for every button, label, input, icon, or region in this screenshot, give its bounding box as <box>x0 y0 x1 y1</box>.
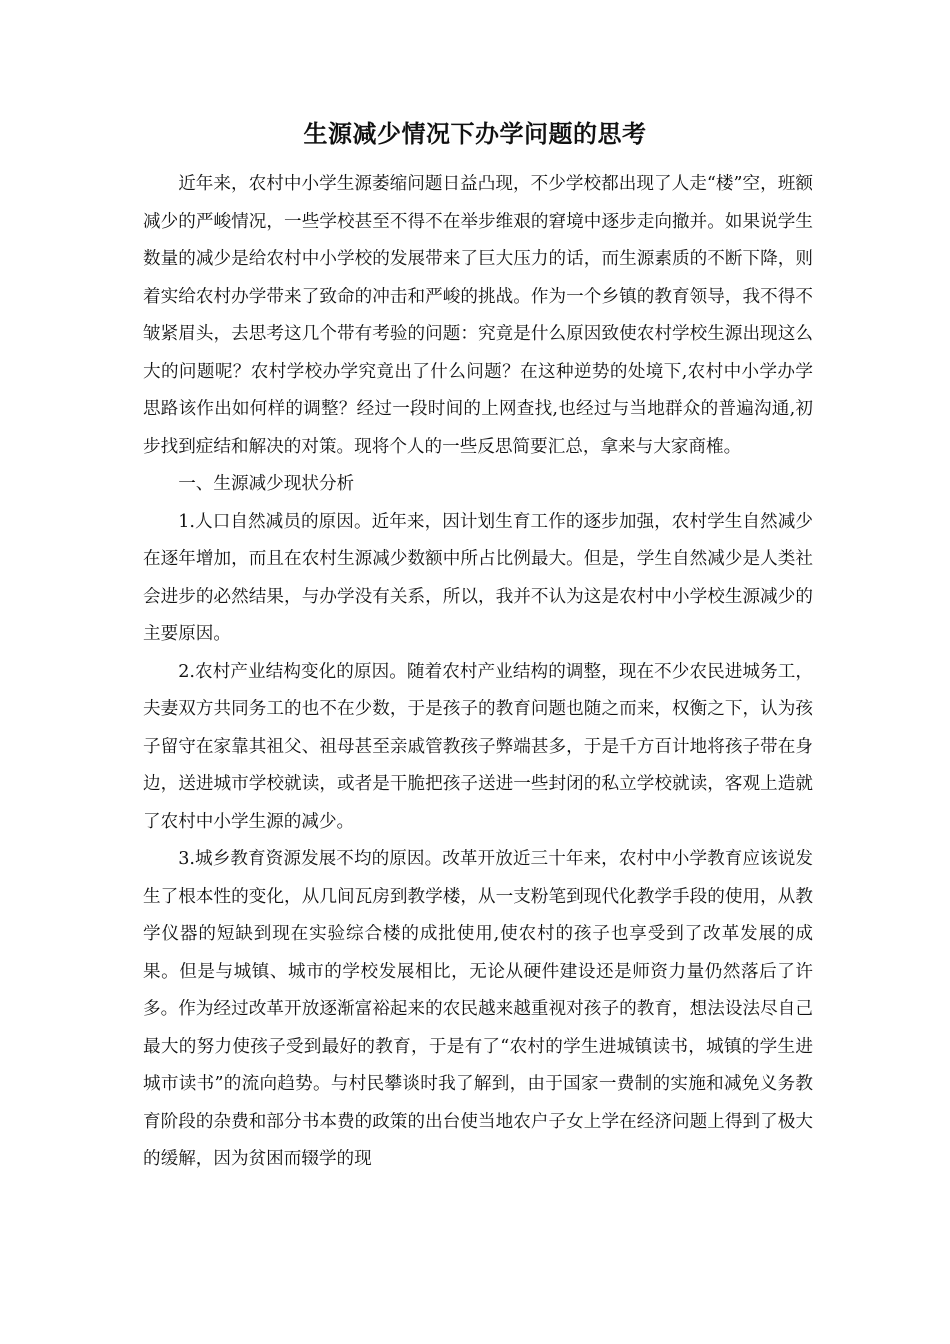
document-body <box>143 166 813 1179</box>
document-title: 生源减少情况下办学问题的思考 <box>303 120 647 148</box>
paragraph-point-2: 2.农村产业结构变化的原因。随着农村产业结构的调整，现在不少农民进城务工，夫妻双方共同务工的也不在少数，于是孩子的教育问题也随之而来，权衡之下，认为孩子留守在家靠其祖父、祖母甚至亲戚管教孩子弊端甚多，于是千方百计地将孩子带在身边，送进城市学校就读，或者是干脆把孩子送进一些封闭的私立学校就读，客观上造就了农村中小学生源的减少。 <box>143 661 813 832</box>
section-heading: 一、生源减少现状分析 <box>178 474 355 494</box>
paragraph-point-3: 3.城乡教育资源发展不均的原因。改革开放近三十年来，农村中小学教育应该说发生了根本性的变化，从几间瓦房到教学楼，从一支粉笔到现代化教学手段的使用，从教学仪器的短缺到现在实验综合楼的成批使用,使农村的孩子也享受到了改革发展的成果。但是与城镇、城市的学校发展相比，无论从硬件建设还是师资力量仍然落后了许多。作为经过改革开放逐渐富裕起来的农民越来越重视对孩子的教育，想法设法尽自己最大的努力使孩子受到最好的教育，于是有了“农村的学生进城镇读书，城镇的学生进城市读书”的流向趋势。与村民攀谈时我了解到，由于国家一费制的实施和减免义务教育阶段的杂费和部分书本费的政策的出台使当地农户子女上学在经济问题上得到了极大的缓解，因为贫困而辍学的现 <box>143 849 813 1169</box>
paragraph-point-1: 1.人口自然减员的原因。近年来，因计划生育工作的逐步加强，农村学生自然减少在逐年增加，而且在农村生源减少数额中所占比例最大。但是，学生自然减少是人类社会进步的必然结果，与办学没有关系，所以，我并不认为这是农村中小学校生源减少的主要原因。 <box>143 511 813 644</box>
intro-paragraph: 近年来，农村中小学生源萎缩问题日益凸现，不少学校都出现了人走“楼”空，班额减少的严峻情况，一些学校甚至不得不在举步维艰的窘境中逐步走向撤并。如果说学生数量的减少是给农村中小学校的发展带来了巨大压力的话，而生源素质的不断下降，则着实给农村办学带来了致命的冲击和严峻的挑战。作为一个乡镇的教育领导，我不得不皱紧眉头，去思考这几个带有考验的问题：究竟是什么原因致使农村学校生源出现这么大的问题呢？农村学校办学究竟出了什么问题？在这种逆势的处境下,农村中小学办学思路该作出如何样的调整？经过一段时间的上网查找,也经过与当地群众的普遍沟通,初步找到症结和解决的对策。现将个人的一些反思简要汇总，拿来与大家商榷。 <box>143 174 813 457</box>
